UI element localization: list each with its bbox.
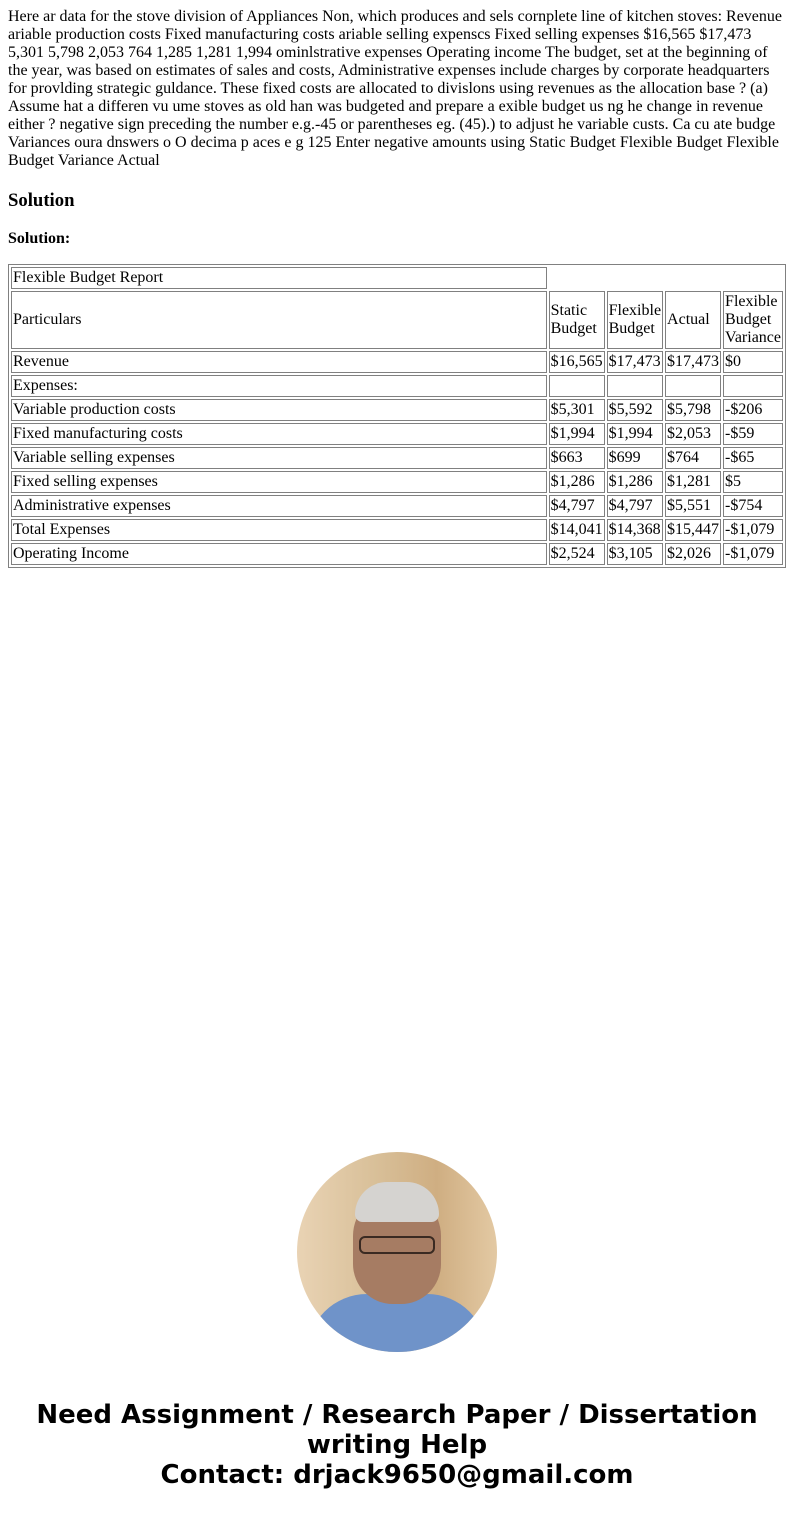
solution-label: Solution: — [8, 230, 71, 247]
table-row — [11, 447, 783, 469]
author-avatar — [297, 1152, 497, 1352]
cell-particulars: Expenses: — [11, 375, 547, 397]
cell-variance: -$754 — [723, 495, 783, 517]
table-title: Flexible Budget Report — [11, 267, 547, 289]
cell-variance: -$65 — [723, 447, 783, 469]
cell-static-budget: $16,565 — [549, 351, 605, 373]
cell-particulars: Fixed selling expenses — [11, 471, 547, 493]
avatar-hair — [355, 1182, 439, 1222]
cell-static-budget — [549, 375, 605, 397]
cell-flexible-budget: $3,105 — [607, 543, 663, 565]
table-row — [11, 495, 783, 517]
cell-actual: $764 — [665, 447, 721, 469]
cell-flexible-budget: $1,286 — [607, 471, 663, 493]
cell-variance: $5 — [723, 471, 783, 493]
cell-particulars: Operating Income — [11, 543, 547, 565]
cell-actual: $17,473 — [665, 351, 721, 373]
cell-static-budget: $4,797 — [549, 495, 605, 517]
cell-actual: $2,026 — [665, 543, 721, 565]
table-title-row — [11, 267, 783, 289]
header-actual: Actual — [665, 291, 721, 349]
header-flexible-budget-variance: Flexible Budget Variance — [723, 291, 783, 349]
table-row — [11, 375, 783, 397]
cell-actual: $1,281 — [665, 471, 721, 493]
table-row — [11, 543, 783, 565]
cell-variance — [723, 375, 783, 397]
cell-actual: $5,798 — [665, 399, 721, 421]
cell-flexible-budget: $17,473 — [607, 351, 663, 373]
solution-heading: Solution — [8, 190, 75, 211]
table-row — [11, 423, 783, 445]
cell-flexible-budget: $14,368 — [607, 519, 663, 541]
table-row — [11, 519, 783, 541]
header-flexible-budget: Flexible Budget — [607, 291, 663, 349]
table-header-row — [11, 291, 783, 349]
cell-particulars: Revenue — [11, 351, 547, 373]
page-content — [0, 0, 794, 568]
cell-particulars: Fixed manufacturing costs — [11, 423, 547, 445]
cell-static-budget: $5,301 — [549, 399, 605, 421]
cell-flexible-budget: $1,994 — [607, 423, 663, 445]
cell-particulars: Total Expenses — [11, 519, 547, 541]
cell-actual — [665, 375, 721, 397]
cell-actual: $2,053 — [665, 423, 721, 445]
cell-variance: -$1,079 — [723, 519, 783, 541]
cell-flexible-budget: $4,797 — [607, 495, 663, 517]
cell-flexible-budget: $699 — [607, 447, 663, 469]
promo-line-help: Need Assignment / Research Paper / Dissertation writing Help — [36, 1400, 758, 1460]
cell-particulars: Administrative expenses — [11, 495, 547, 517]
flexible-budget-table — [8, 264, 786, 568]
cell-particulars: Variable production costs — [11, 399, 547, 421]
cell-flexible-budget: $5,592 — [607, 399, 663, 421]
cell-static-budget: $2,524 — [549, 543, 605, 565]
cell-static-budget: $1,286 — [549, 471, 605, 493]
table-title-spacer — [549, 267, 783, 289]
cell-variance: -$206 — [723, 399, 783, 421]
cell-flexible-budget — [607, 375, 663, 397]
question-text: Here ar data for the stove division of Appliances Non, which produces and sels cornplete line of kitchen stoves: Revenue ariable production costs Fixed manufacturing costs ariable selling expenscs Fixed selling expenses $16,565 $17,473 5,301 5,798 2,053 764 1,285 1,281 1,994 ominlstrative expenses Operating income The budget, set at the beginning of the year, was based on estimates of sales and costs, Administrative expenses include charges by corporate headquarters for provlding strategic guldance. These fixed costs are allocated to divislons using revenues as the allocation base ? (a) Assume hat a differen vu ume stoves as old han was budgeted and prepare a exible budget us ng he change in revenue either ? negative sign preceding the number e.g.-45 or parentheses eg. (45).) to adjust he variable custs. Ca cu ate budge Variances oura dnswers o O decima p aces e g 125 Enter negative amounts using Static Budget Flexible Budget Flexible Budget Variance Actual — [8, 8, 782, 169]
header-static-budget: Static Budget — [549, 291, 605, 349]
table-row — [11, 351, 783, 373]
cell-variance: -$59 — [723, 423, 783, 445]
promo-text — [0, 1400, 794, 1490]
table-row — [11, 471, 783, 493]
cell-actual: $15,447 — [665, 519, 721, 541]
table-row — [11, 399, 783, 421]
cell-variance: -$1,079 — [723, 543, 783, 565]
promo-line-contact: Contact: drjack9650@gmail.com — [160, 1460, 634, 1490]
promo-footer — [0, 1152, 794, 1490]
cell-particulars: Variable selling expenses — [11, 447, 547, 469]
cell-actual: $5,551 — [665, 495, 721, 517]
cell-static-budget: $14,041 — [549, 519, 605, 541]
header-particulars: Particulars — [11, 291, 547, 349]
avatar-glasses — [359, 1236, 435, 1254]
cell-variance: $0 — [723, 351, 783, 373]
cell-static-budget: $1,994 — [549, 423, 605, 445]
cell-static-budget: $663 — [549, 447, 605, 469]
